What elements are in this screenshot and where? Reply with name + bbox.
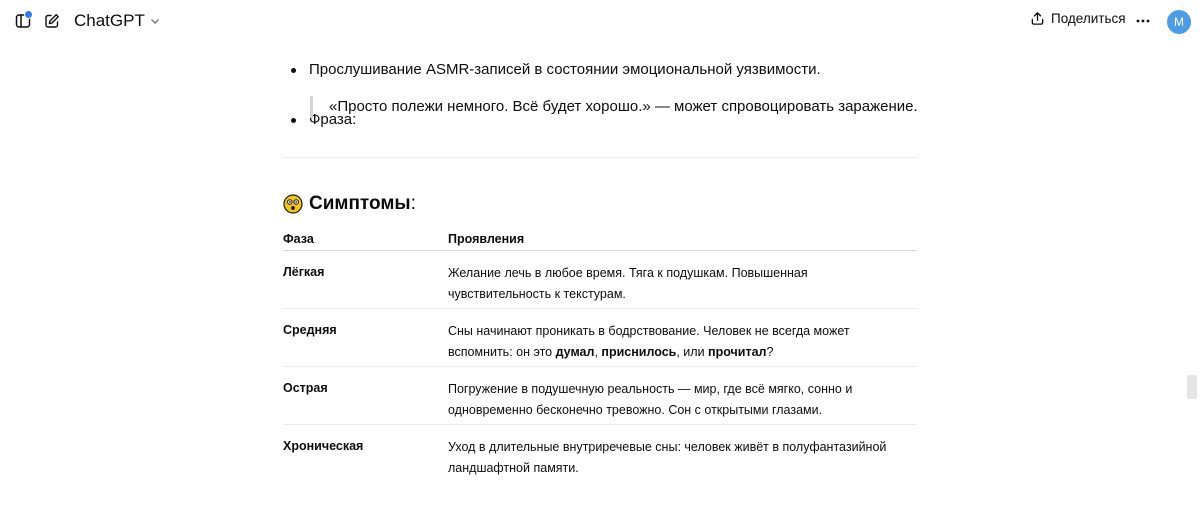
dizzy-face-emoji-icon [283, 194, 303, 214]
model-selector[interactable] [74, 11, 161, 31]
table-header [283, 226, 917, 251]
table-row [283, 425, 917, 482]
section-title-colon: : [410, 193, 416, 214]
table-row [283, 309, 917, 367]
list-item: Прослушивание ASMR-записей в состоянии эмоциональной уязвимости. [287, 60, 821, 80]
app-title: ChatGPT [74, 11, 145, 30]
column-header-manifestations: Проявления [448, 232, 525, 246]
phase-cell: Острая [283, 381, 328, 395]
more-options-button[interactable] [1133, 11, 1153, 31]
top-bar [0, 0, 1200, 44]
edit-icon [44, 13, 60, 29]
new-chat-button[interactable] [42, 11, 62, 31]
description-cell: Погружение в подушечную реальность — мир, где всё мягко, сонно и одновременно бесконечно тревожно. Сон с открытыми глазами. [448, 382, 853, 417]
share-label: Поделиться [1051, 11, 1126, 26]
divider [283, 157, 917, 158]
sidebar-toggle-button[interactable] [13, 11, 33, 31]
phase-cell: Лёгкая [283, 265, 325, 279]
avatar[interactable]: M [1167, 10, 1191, 34]
phase-cell: Хроническая [283, 439, 364, 453]
column-header-phase: Фаза [283, 232, 314, 246]
share-icon [1030, 11, 1045, 26]
description-cell: Сны начинают проникать в бодрствование. Человек не всегда может вспомнить: он это думал, приснилось, или прочитал? [448, 324, 850, 359]
notification-dot [24, 10, 33, 19]
phase-cell: Средняя [283, 323, 337, 337]
list-item: Фраза: [287, 110, 821, 130]
section-title: Симптомы [309, 193, 411, 214]
symptoms-table [283, 226, 917, 482]
more-horizontal-icon [1135, 13, 1151, 29]
table-row [283, 367, 917, 425]
scrollbar-thumb[interactable] [1187, 375, 1197, 399]
table-row [283, 251, 917, 309]
blockquote: «Просто полежи немного. Всё будет хорошо.» — может спровоцировать заражение. [310, 96, 918, 118]
description-cell: Желание лечь в любое время. Тяга к подушкам. Повышенная чувствительность к текстурам. [448, 266, 808, 301]
description-cell: Уход в длительные внутриречевые сны: человек живёт в полуфантазийной ландшафтной памяти. [448, 440, 887, 475]
chevron-down-icon [149, 15, 161, 27]
section-heading [283, 193, 416, 215]
share-button[interactable] [1030, 11, 1126, 26]
